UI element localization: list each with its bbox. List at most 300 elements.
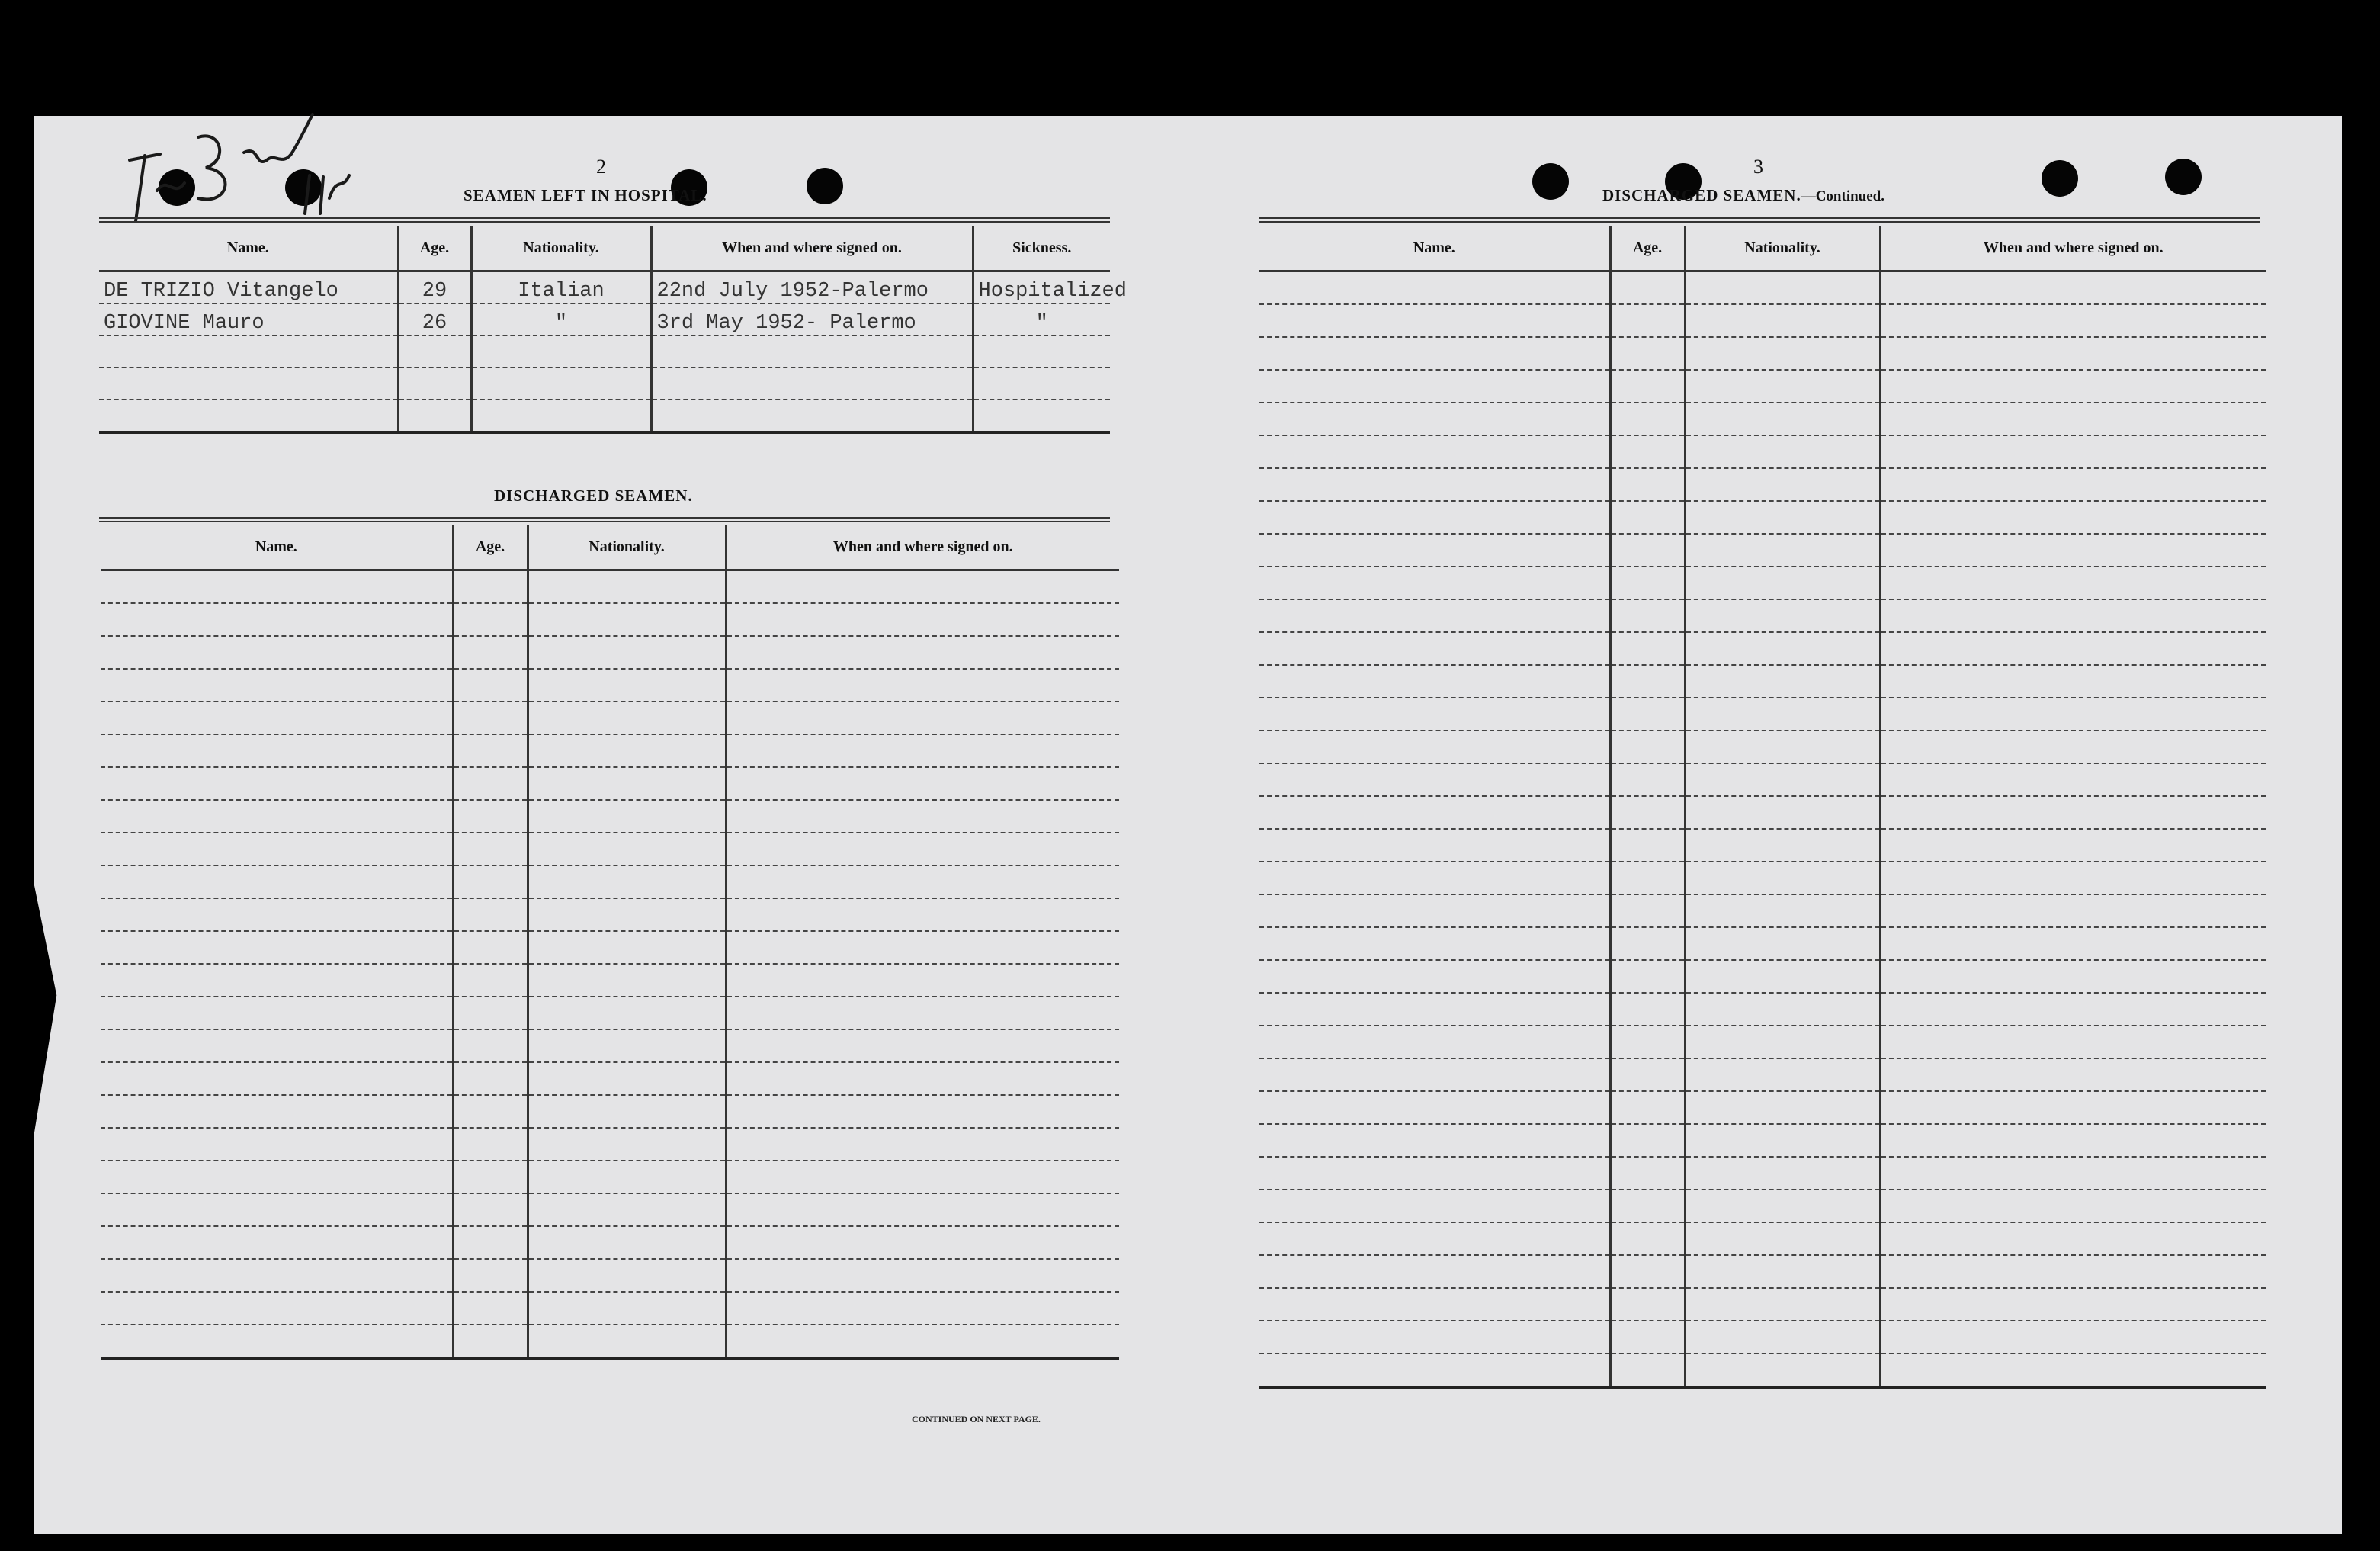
table-row (1259, 501, 2266, 534)
discharged-blank-cell (453, 1095, 528, 1128)
col-header-signed-on: When and where signed on. (726, 525, 1119, 570)
discharged-blank-cell (528, 865, 726, 898)
discharged-blank-cell (726, 865, 1119, 898)
discharged-blank-cell (726, 570, 1119, 604)
discharged-blank-cell (453, 833, 528, 865)
double-rule (99, 517, 1110, 522)
continued-blank-cell (1610, 862, 1685, 894)
table-row (1259, 599, 2266, 632)
discharged-blank-cell (726, 800, 1119, 833)
continued-blank-cell (1259, 1321, 1610, 1354)
cell-sickness (973, 400, 1110, 432)
discharged-blank-cell (453, 636, 528, 669)
discharged-blank-cell (726, 1095, 1119, 1128)
table-row (101, 997, 1119, 1029)
table-row (99, 303, 1110, 336)
cell-name: DE TRIZIO Vitangelo (99, 271, 398, 304)
continued-blank-cell (1880, 1321, 2266, 1354)
col-header-sickness: Sickness. (973, 226, 1110, 271)
continued-blank-cell (1685, 304, 1880, 337)
page-number-left: 2 (596, 156, 606, 178)
continued-blank-cell (1610, 304, 1685, 337)
continued-blank-cell (1610, 960, 1685, 993)
continued-blank-cell (1880, 1091, 2266, 1124)
continued-blank-cell (1259, 567, 1610, 599)
table-row (101, 1259, 1119, 1292)
discharged-blank-cell (726, 1062, 1119, 1095)
discharged-blank-cell (528, 636, 726, 669)
table-row (1259, 993, 2266, 1026)
cell-signed-on (651, 336, 973, 368)
discharged-blank-cell (101, 865, 453, 898)
discharged-blank-cell (453, 865, 528, 898)
discharged-blank-cell (101, 669, 453, 702)
discharged-blank-cell (528, 1292, 726, 1325)
continued-blank-cell (1685, 1222, 1880, 1255)
discharged-blank-cell (453, 1193, 528, 1226)
col-header-name: Name. (1259, 226, 1610, 271)
discharged-blank-cell (726, 1325, 1119, 1358)
discharged-blank-cell (528, 570, 726, 604)
table-row (1259, 468, 2266, 501)
continued-blank-cell (1880, 1288, 2266, 1321)
table-row (101, 1292, 1119, 1325)
discharged-blank-cell (453, 1128, 528, 1161)
discharged-continued-table (1259, 226, 2266, 1389)
continued-blank-cell (1880, 599, 2266, 632)
continued-blank-cell (1259, 403, 1610, 435)
discharged-blank-cell (101, 800, 453, 833)
discharged-blank-cell (101, 1128, 453, 1161)
discharged-blank-cell (453, 702, 528, 734)
table-row (1259, 370, 2266, 403)
continued-blank-cell (1259, 796, 1610, 829)
continued-blank-cell (1685, 632, 1880, 665)
continued-blank-cell (1880, 337, 2266, 370)
discharged-blank-cell (453, 997, 528, 1029)
continued-blank-cell (1259, 337, 1610, 370)
continued-blank-cell (1880, 927, 2266, 960)
discharged-section-title: DISCHARGED SEAMEN. (494, 486, 693, 505)
discharged-blank-cell (453, 1259, 528, 1292)
col-header-signed-on: When and where signed on. (651, 226, 973, 271)
continued-blank-cell (1610, 632, 1685, 665)
col-header-name: Name. (101, 525, 453, 570)
table-row (99, 271, 1110, 304)
continued-blank-cell (1610, 763, 1685, 796)
continued-blank-cell (1259, 534, 1610, 567)
col-header-age: Age. (398, 226, 471, 271)
continued-blank-cell (1610, 1354, 1685, 1387)
continued-blank-cell (1880, 829, 2266, 862)
table-row (1259, 698, 2266, 731)
continued-blank-cell (1685, 337, 1880, 370)
continued-blank-cell (1610, 599, 1685, 632)
continued-blank-cell (1685, 468, 1880, 501)
discharged-blank-cell (726, 964, 1119, 997)
discharged-blank-cell (101, 1259, 453, 1292)
continued-blank-cell (1610, 665, 1685, 698)
discharged-blank-cell (101, 1325, 453, 1358)
col-header-age: Age. (1610, 226, 1685, 271)
continued-blank-cell (1610, 1058, 1685, 1091)
discharged-continued-title (1602, 186, 1884, 205)
continued-blank-cell (1685, 435, 1880, 468)
continued-blank-cell (1259, 862, 1610, 894)
discharged-blank-cell (101, 1095, 453, 1128)
table-row (101, 702, 1119, 734)
discharged-blank-cell (453, 570, 528, 604)
continued-blank-cell (1610, 1124, 1685, 1157)
table-row (101, 1029, 1119, 1062)
continued-blank-cell (1259, 435, 1610, 468)
continued-blank-cell (1259, 1058, 1610, 1091)
table-row (101, 669, 1119, 702)
table-row (1259, 567, 2266, 599)
cell-nationality (471, 336, 651, 368)
continued-blank-cell (1259, 1255, 1610, 1288)
cell-nationality: " (471, 303, 651, 336)
discharged-blank-cell (528, 964, 726, 997)
continued-blank-cell (1259, 993, 1610, 1026)
continued-blank-cell (1685, 1288, 1880, 1321)
col-header-nationality: Nationality. (1685, 226, 1880, 271)
continued-blank-cell (1259, 1026, 1610, 1058)
discharged-blank-cell (101, 1292, 453, 1325)
discharged-blank-cell (101, 636, 453, 669)
discharged-blank-cell (453, 1062, 528, 1095)
discharged-blank-cell (528, 1161, 726, 1193)
punch-hole (807, 168, 843, 204)
table-row (1259, 271, 2266, 305)
discharged-blank-cell (726, 734, 1119, 767)
table-row (101, 570, 1119, 604)
continued-blank-cell (1880, 304, 2266, 337)
continued-blank-cell (1610, 534, 1685, 567)
continued-blank-cell (1610, 468, 1685, 501)
discharged-blank-cell (101, 767, 453, 800)
discharged-blank-cell (453, 800, 528, 833)
table-row (1259, 1124, 2266, 1157)
continued-blank-cell (1685, 894, 1880, 927)
table-row (1259, 1354, 2266, 1387)
table-row (101, 1325, 1119, 1358)
continued-blank-cell (1685, 1058, 1880, 1091)
continued-blank-cell (1685, 1321, 1880, 1354)
table-row (101, 931, 1119, 964)
discharged-blank-cell (101, 1226, 453, 1259)
cell-nationality (471, 368, 651, 400)
continued-blank-cell (1685, 829, 1880, 862)
discharged-blank-cell (726, 1259, 1119, 1292)
table-row (101, 1161, 1119, 1193)
continued-blank-cell (1610, 698, 1685, 731)
continued-blank-cell (1880, 468, 2266, 501)
continued-blank-cell (1259, 829, 1610, 862)
continued-blank-cell (1685, 665, 1880, 698)
discharged-blank-cell (726, 833, 1119, 865)
discharged-continued-title-main: DISCHARGED SEAMEN. (1602, 186, 1801, 204)
table-row (1259, 927, 2266, 960)
continued-blank-cell (1685, 993, 1880, 1026)
continued-blank-cell (1259, 1157, 1610, 1190)
continued-blank-cell (1880, 567, 2266, 599)
table-row (101, 1193, 1119, 1226)
continued-blank-cell (1610, 1321, 1685, 1354)
continued-blank-cell (1259, 960, 1610, 993)
continued-blank-cell (1610, 1222, 1685, 1255)
continued-blank-cell (1610, 1190, 1685, 1222)
discharged-blank-cell (101, 603, 453, 636)
continued-blank-cell (1880, 1354, 2266, 1387)
cell-name (99, 368, 398, 400)
continued-blank-cell (1685, 567, 1880, 599)
handwritten-signature (114, 107, 366, 229)
discharged-blank-cell (453, 1029, 528, 1062)
discharged-blank-cell (528, 767, 726, 800)
table-row (1259, 1288, 2266, 1321)
continued-blank-cell (1610, 337, 1685, 370)
continued-blank-cell (1610, 271, 1685, 305)
discharged-blank-cell (528, 1128, 726, 1161)
cell-name (99, 400, 398, 432)
discharged-blank-cell (453, 898, 528, 931)
continued-blank-cell (1880, 731, 2266, 763)
continued-blank-cell (1685, 1354, 1880, 1387)
double-rule (99, 217, 1110, 223)
continued-blank-cell (1685, 960, 1880, 993)
continued-blank-cell (1610, 1255, 1685, 1288)
continued-blank-cell (1880, 271, 2266, 305)
discharged-blank-cell (726, 636, 1119, 669)
cell-age: 29 (398, 271, 471, 304)
table-row (1259, 632, 2266, 665)
table-row (1259, 1026, 2266, 1058)
discharged-blank-cell (453, 669, 528, 702)
cell-age (398, 400, 471, 432)
continued-blank-cell (1259, 271, 1610, 305)
discharged-blank-cell (726, 1226, 1119, 1259)
table-row (1259, 665, 2266, 698)
cell-age: 26 (398, 303, 471, 336)
table-row (1259, 1091, 2266, 1124)
continued-blank-cell (1259, 665, 1610, 698)
table-row (101, 1128, 1119, 1161)
discharged-blank-cell (101, 1062, 453, 1095)
table-row (101, 898, 1119, 931)
table-row (101, 734, 1119, 767)
continued-blank-cell (1610, 567, 1685, 599)
cell-age (398, 368, 471, 400)
table-row (1259, 894, 2266, 927)
table-row (1259, 534, 2266, 567)
discharged-blank-cell (453, 603, 528, 636)
continued-blank-cell (1685, 599, 1880, 632)
discharged-blank-cell (101, 1029, 453, 1062)
discharged-blank-cell (726, 1029, 1119, 1062)
discharged-blank-cell (101, 702, 453, 734)
continued-blank-cell (1880, 632, 2266, 665)
continued-blank-cell (1610, 927, 1685, 960)
cell-name: GIOVINE Mauro (99, 303, 398, 336)
discharged-blank-cell (726, 1161, 1119, 1193)
cell-sickness: " (973, 303, 1110, 336)
cell-signed-on: 22nd July 1952-Palermo (651, 271, 973, 304)
cell-signed-on (651, 400, 973, 432)
continued-blank-cell (1610, 731, 1685, 763)
continued-blank-cell (1880, 1157, 2266, 1190)
discharged-table (101, 525, 1119, 1360)
continued-blank-cell (1880, 534, 2266, 567)
continued-blank-cell (1880, 1124, 2266, 1157)
table-row (1259, 1222, 2266, 1255)
continued-blank-cell (1259, 304, 1610, 337)
table-row (1259, 403, 2266, 435)
col-header-nationality: Nationality. (471, 226, 651, 271)
discharged-blank-cell (726, 997, 1119, 1029)
continued-blank-cell (1880, 435, 2266, 468)
continued-blank-cell (1259, 632, 1610, 665)
punch-hole (2042, 160, 2078, 197)
table-row (1259, 796, 2266, 829)
col-header-signed-on: When and where signed on. (1880, 226, 2266, 271)
table-row (99, 336, 1110, 368)
table-row (1259, 829, 2266, 862)
cell-sickness (973, 368, 1110, 400)
continued-blank-cell (1880, 698, 2266, 731)
continued-blank-cell (1259, 698, 1610, 731)
continued-blank-cell (1880, 894, 2266, 927)
discharged-blank-cell (453, 964, 528, 997)
continued-blank-cell (1880, 501, 2266, 534)
hospital-section-title: SEAMEN LEFT IN HOSPITAL. (463, 186, 707, 204)
discharged-blank-cell (726, 1292, 1119, 1325)
discharged-blank-cell (453, 1226, 528, 1259)
table-row (101, 1062, 1119, 1095)
continued-blank-cell (1880, 1190, 2266, 1222)
continued-blank-cell (1685, 501, 1880, 534)
discharged-blank-cell (453, 734, 528, 767)
continued-blank-cell (1259, 370, 1610, 403)
continued-blank-cell (1685, 1124, 1880, 1157)
continued-blank-cell (1610, 370, 1685, 403)
col-header-name: Name. (99, 226, 398, 271)
discharged-blank-cell (528, 1325, 726, 1358)
continued-blank-cell (1880, 665, 2266, 698)
continued-blank-cell (1880, 993, 2266, 1026)
discharged-blank-cell (528, 702, 726, 734)
hospital-table (99, 226, 1127, 434)
table-row (1259, 862, 2266, 894)
double-rule (1259, 217, 2260, 223)
continued-blank-cell (1610, 1026, 1685, 1058)
discharged-blank-cell (101, 570, 453, 604)
table-row (101, 800, 1119, 833)
table-row (101, 603, 1119, 636)
cell-nationality: Italian (471, 271, 651, 304)
continued-blank-cell (1685, 698, 1880, 731)
continued-blank-cell (1610, 796, 1685, 829)
continued-note: CONTINUED ON NEXT PAGE. (912, 1414, 1041, 1424)
continued-blank-cell (1880, 796, 2266, 829)
continued-blank-cell (1259, 894, 1610, 927)
discharged-blank-cell (453, 931, 528, 964)
continued-blank-cell (1685, 796, 1880, 829)
continued-blank-cell (1685, 1190, 1880, 1222)
cell-name (99, 336, 398, 368)
continued-blank-cell (1259, 763, 1610, 796)
continued-blank-cell (1685, 927, 1880, 960)
continued-blank-cell (1259, 1288, 1610, 1321)
continued-blank-cell (1259, 731, 1610, 763)
continued-blank-cell (1610, 435, 1685, 468)
table-row (1259, 1157, 2266, 1190)
table-row (1259, 960, 2266, 993)
continued-blank-cell (1259, 468, 1610, 501)
table-row (101, 1226, 1119, 1259)
table-row (1259, 731, 2266, 763)
table-row (1259, 1321, 2266, 1354)
continued-blank-cell (1685, 403, 1880, 435)
table-row (1259, 1190, 2266, 1222)
continued-blank-cell (1685, 1026, 1880, 1058)
continued-blank-cell (1685, 1091, 1880, 1124)
table-row (1259, 435, 2266, 468)
discharged-blank-cell (453, 767, 528, 800)
continued-blank-cell (1880, 1222, 2266, 1255)
discharged-blank-cell (528, 1193, 726, 1226)
continued-blank-cell (1880, 1058, 2266, 1091)
discharged-blank-cell (453, 1292, 528, 1325)
discharged-blank-cell (101, 1193, 453, 1226)
cell-sickness: Hospitalized (973, 271, 1110, 304)
discharged-blank-cell (528, 898, 726, 931)
table-row (1259, 763, 2266, 796)
cell-sickness (973, 336, 1110, 368)
discharged-blank-cell (726, 767, 1119, 800)
table-row (1259, 337, 2266, 370)
continued-blank-cell (1880, 763, 2266, 796)
discharged-blank-cell (726, 1128, 1119, 1161)
table-row (1259, 1255, 2266, 1288)
discharged-blank-cell (726, 702, 1119, 734)
continued-blank-cell (1685, 731, 1880, 763)
continued-blank-cell (1880, 960, 2266, 993)
continued-blank-cell (1259, 501, 1610, 534)
discharged-blank-cell (101, 1161, 453, 1193)
continued-blank-cell (1685, 862, 1880, 894)
punch-hole (1532, 163, 1569, 200)
continued-blank-cell (1610, 1157, 1685, 1190)
page-number-right: 3 (1753, 156, 1763, 178)
continued-blank-cell (1610, 1288, 1685, 1321)
continued-blank-cell (1880, 1026, 2266, 1058)
discharged-blank-cell (453, 1325, 528, 1358)
continued-blank-cell (1259, 1190, 1610, 1222)
discharged-blank-cell (528, 1226, 726, 1259)
continued-blank-cell (1610, 894, 1685, 927)
table-row (1259, 1058, 2266, 1091)
continued-blank-cell (1259, 1124, 1610, 1157)
discharged-blank-cell (101, 964, 453, 997)
discharged-blank-cell (726, 1193, 1119, 1226)
discharged-blank-cell (101, 997, 453, 1029)
table-row (99, 368, 1110, 400)
continued-blank-cell (1259, 1354, 1610, 1387)
continued-blank-cell (1610, 403, 1685, 435)
continued-blank-cell (1259, 1222, 1610, 1255)
continued-blank-cell (1259, 927, 1610, 960)
